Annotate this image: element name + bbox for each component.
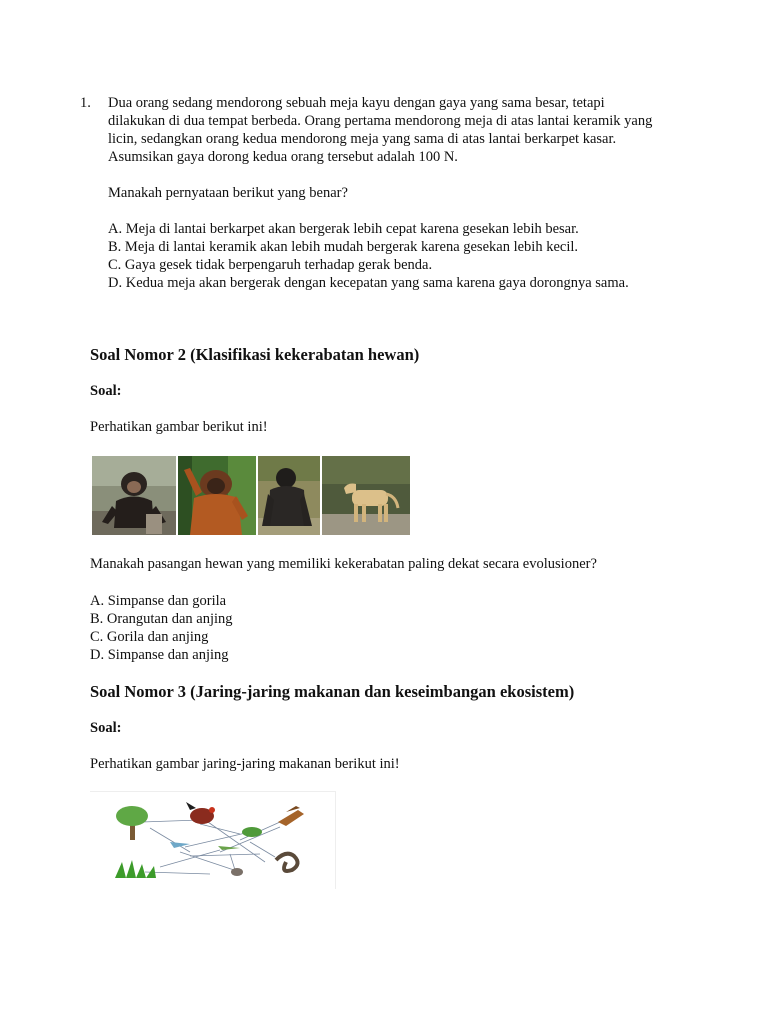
option-d: D. Simpanse dan anjing [90,647,229,663]
question-1 [80,94,690,292]
question-1-line: licin, sedangkan orang kedua mendorong meja yang sama di atas lantai berkarpet kasar. [108,131,617,147]
question-3-instruction: Perhatikan gambar jaring-jaring makanan berikut ini! [90,756,400,772]
gorilla-photo [258,456,320,535]
question-2-instruction: Perhatikan gambar berikut ini! [90,419,268,435]
option-a: A. Meja di lantai berkarpet akan bergerak lebih cepat karena gesekan lebih besar. [108,221,579,237]
option-c: C. Gaya gesek tidak berpengaruh terhadap gerak benda. [108,257,433,273]
question-2-options [90,592,233,664]
option-d: D. Kedua meja akan bergerak dengan kecepatan yang sama karena gaya dorongnya sama. [108,275,629,291]
question-number: 1. [80,95,91,111]
question-3-heading: Soal Nomor 3 (Jaring-jaring makanan dan keseimbangan ekosistem) [90,682,575,701]
option-a: A. Simpanse dan gorila [90,593,227,609]
question-1-line: dilakukan di dua tempat berbeda. Orang pertama mendorong meja di atas lantai keramik yang [108,113,653,129]
option-b: B. Meja di lantai keramik akan lebih mudah bergerak karena gesekan lebih kecil. [108,239,578,255]
question-1-line: Asumsikan gaya dorong kedua orang tersebut adalah 100 N. [108,149,458,165]
option-b: B. Orangutan dan anjing [90,611,233,627]
dog-photo [322,456,410,535]
question-2-soal-label: Soal: [90,383,122,399]
question-3-soal-label: Soal: [90,720,122,736]
orangutan-photo [178,456,256,535]
option-c: C. Gorila dan anjing [90,629,209,645]
question-1-line: Dua orang sedang mendorong sebuah meja kayu dengan gaya yang sama besar, tetapi [108,95,605,111]
question-1-options [108,220,690,292]
question-1-text [108,94,690,166]
chimpanzee-photo [92,456,176,535]
question-2-heading: Soal Nomor 2 (Klasifikasi kekerabatan hewan) [90,345,420,364]
question-1-ask: Manakah pernyataan berikut yang benar? [108,185,348,201]
question-2-ask: Manakah pasangan hewan yang memiliki kekerabatan paling dekat secara evolusioner? [90,556,597,572]
food-web-image [90,791,336,889]
